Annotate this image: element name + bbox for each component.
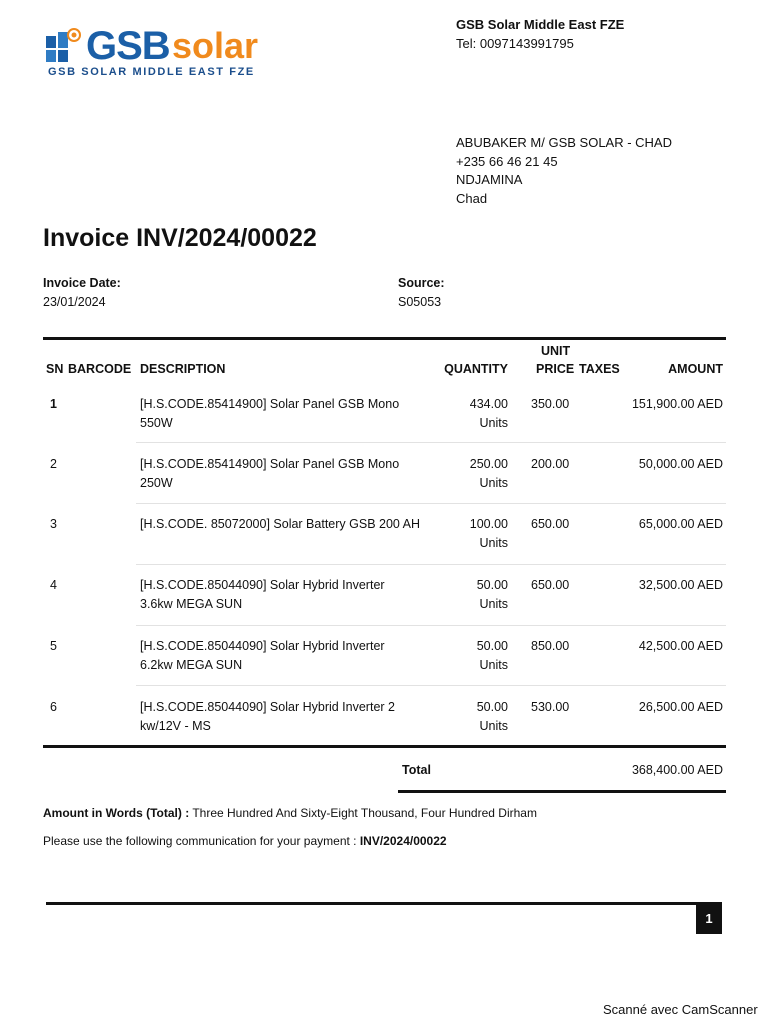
amount-in-words-label: Amount in Words (Total) : xyxy=(43,806,190,820)
row-quantity-value: 50.00 xyxy=(476,700,508,714)
row-amount: 50,000.00 AED xyxy=(638,457,723,471)
row-amount: 151,900.00 AED xyxy=(631,397,723,411)
row-description xyxy=(140,455,399,492)
row-quantity-value: 50.00 xyxy=(476,578,508,592)
row-description-line1: [H.S.CODE. 85072000] Solar Battery GSB 200 AH xyxy=(140,517,421,531)
footer-rule xyxy=(46,902,722,905)
customer-address xyxy=(456,134,672,208)
row-quantity xyxy=(440,515,508,552)
row-description-line1: [H.S.CODE.85414900] Solar Panel GSB Mono xyxy=(140,397,400,411)
company-logo xyxy=(44,22,264,82)
table-bottom-rule xyxy=(43,745,726,748)
row-quantity xyxy=(440,637,508,674)
row-sn: 3 xyxy=(50,517,57,531)
source-label: Source: xyxy=(398,276,445,290)
row-quantity-unit: Units xyxy=(479,535,508,550)
customer-country: Chad xyxy=(456,190,488,206)
row-description-line1: [H.S.CODE.85044090] Solar Hybrid Inverter 2 xyxy=(140,700,395,714)
invoice-date-label: Invoice Date: xyxy=(43,276,121,290)
payment-communication-label: Please use the following communication for your payment : xyxy=(43,834,357,848)
row-divider xyxy=(136,564,726,565)
row-divider xyxy=(136,442,726,443)
header-amount: AMOUNT xyxy=(668,362,723,376)
company-tel: Tel: 0097143991795 xyxy=(456,36,574,51)
row-amount: 32,500.00 AED xyxy=(638,578,723,592)
payment-communication xyxy=(43,834,447,848)
row-quantity-unit: Units xyxy=(479,596,508,611)
row-quantity-value: 250.00 xyxy=(469,457,508,471)
row-quantity-unit: Units xyxy=(479,415,508,430)
header-barcode: BARCODE xyxy=(68,362,132,376)
customer-city: NDJAMINA xyxy=(456,172,523,187)
company-info xyxy=(456,15,624,53)
logo-solar: solar xyxy=(172,25,259,66)
row-description-line2: 3.6kw MEGA SUN xyxy=(140,596,243,611)
scanner-watermark: Scanné avec CamScanner xyxy=(603,1002,758,1017)
total-amount: 368,400.00 AED xyxy=(631,763,723,777)
row-divider xyxy=(136,625,726,626)
invoice-date: 23/01/2024 xyxy=(43,295,106,309)
total-label: Total xyxy=(402,763,431,777)
row-unit-price: 350.00 xyxy=(531,397,570,411)
header-unit-price-line1: UNIT xyxy=(541,344,571,358)
row-description-line2: 6.2kw MEGA SUN xyxy=(140,657,243,672)
payment-reference: INV/2024/00022 xyxy=(359,834,447,848)
row-quantity-value: 100.00 xyxy=(469,517,508,531)
amount-in-words xyxy=(43,806,537,820)
row-description-line1: [H.S.CODE.85044090] Solar Hybrid Inverter xyxy=(140,639,385,653)
row-unit-price: 850.00 xyxy=(531,639,570,653)
row-sn: 1 xyxy=(50,397,57,411)
company-name: GSB Solar Middle East FZE xyxy=(456,17,625,32)
customer-name: ABUBAKER M/ GSB SOLAR - CHAD xyxy=(456,135,672,150)
row-unit-price: 650.00 xyxy=(531,517,570,531)
row-quantity-unit: Units xyxy=(479,475,508,490)
row-quantity xyxy=(440,576,508,613)
invoice-title: Invoice INV/2024/00022 xyxy=(43,224,317,252)
row-description-line2: 550W xyxy=(140,415,173,430)
logo-brand: GSB xyxy=(86,24,170,68)
row-description xyxy=(140,395,399,432)
row-description xyxy=(140,515,420,534)
header-unit-price-line2: PRICE xyxy=(536,362,575,376)
row-sn: 2 xyxy=(50,457,57,471)
logo-tagline: GSB SOLAR MIDDLE EAST FZE xyxy=(48,66,255,78)
row-quantity-unit: Units xyxy=(479,718,508,733)
row-quantity-unit: Units xyxy=(479,657,508,672)
row-unit-price: 200.00 xyxy=(531,457,570,471)
row-unit-price: 530.00 xyxy=(531,700,570,714)
row-quantity xyxy=(440,455,508,492)
row-description xyxy=(140,637,385,674)
total-rule xyxy=(398,790,726,793)
row-sn: 5 xyxy=(50,639,57,653)
page-number: 1 xyxy=(696,904,722,934)
row-divider xyxy=(136,503,726,504)
row-sn: 6 xyxy=(50,700,57,714)
header-sn: SN xyxy=(46,362,64,376)
row-quantity xyxy=(440,395,508,432)
row-quantity-value: 50.00 xyxy=(476,639,508,653)
row-unit-price: 650.00 xyxy=(531,578,570,592)
row-quantity-value: 434.00 xyxy=(469,397,508,411)
row-description-line1: [H.S.CODE.85414900] Solar Panel GSB Mono xyxy=(140,457,400,471)
row-amount: 42,500.00 AED xyxy=(638,639,723,653)
row-amount: 65,000.00 AED xyxy=(638,517,723,531)
source-value: S05053 xyxy=(398,295,442,309)
solar-panel-logo-icon xyxy=(44,26,84,64)
row-description xyxy=(140,698,395,735)
row-divider xyxy=(136,685,726,686)
row-description-line2: 250W xyxy=(140,475,173,490)
row-description-line2: kw/12V - MS xyxy=(140,718,211,733)
amount-in-words-value: Three Hundred And Sixty-Eight Thousand, Four Hundred Dirham xyxy=(192,806,537,820)
row-amount: 26,500.00 AED xyxy=(638,700,723,714)
header-quantity: QUANTITY xyxy=(444,362,508,376)
header-taxes: TAXES xyxy=(579,362,620,376)
row-description xyxy=(140,576,385,613)
header-description: DESCRIPTION xyxy=(140,362,226,376)
table-top-rule xyxy=(43,337,726,340)
row-quantity xyxy=(440,698,508,735)
row-sn: 4 xyxy=(50,578,57,592)
row-description-line1: [H.S.CODE.85044090] Solar Hybrid Inverter xyxy=(140,578,385,592)
customer-phone: +235 66 46 21 45 xyxy=(456,153,558,169)
